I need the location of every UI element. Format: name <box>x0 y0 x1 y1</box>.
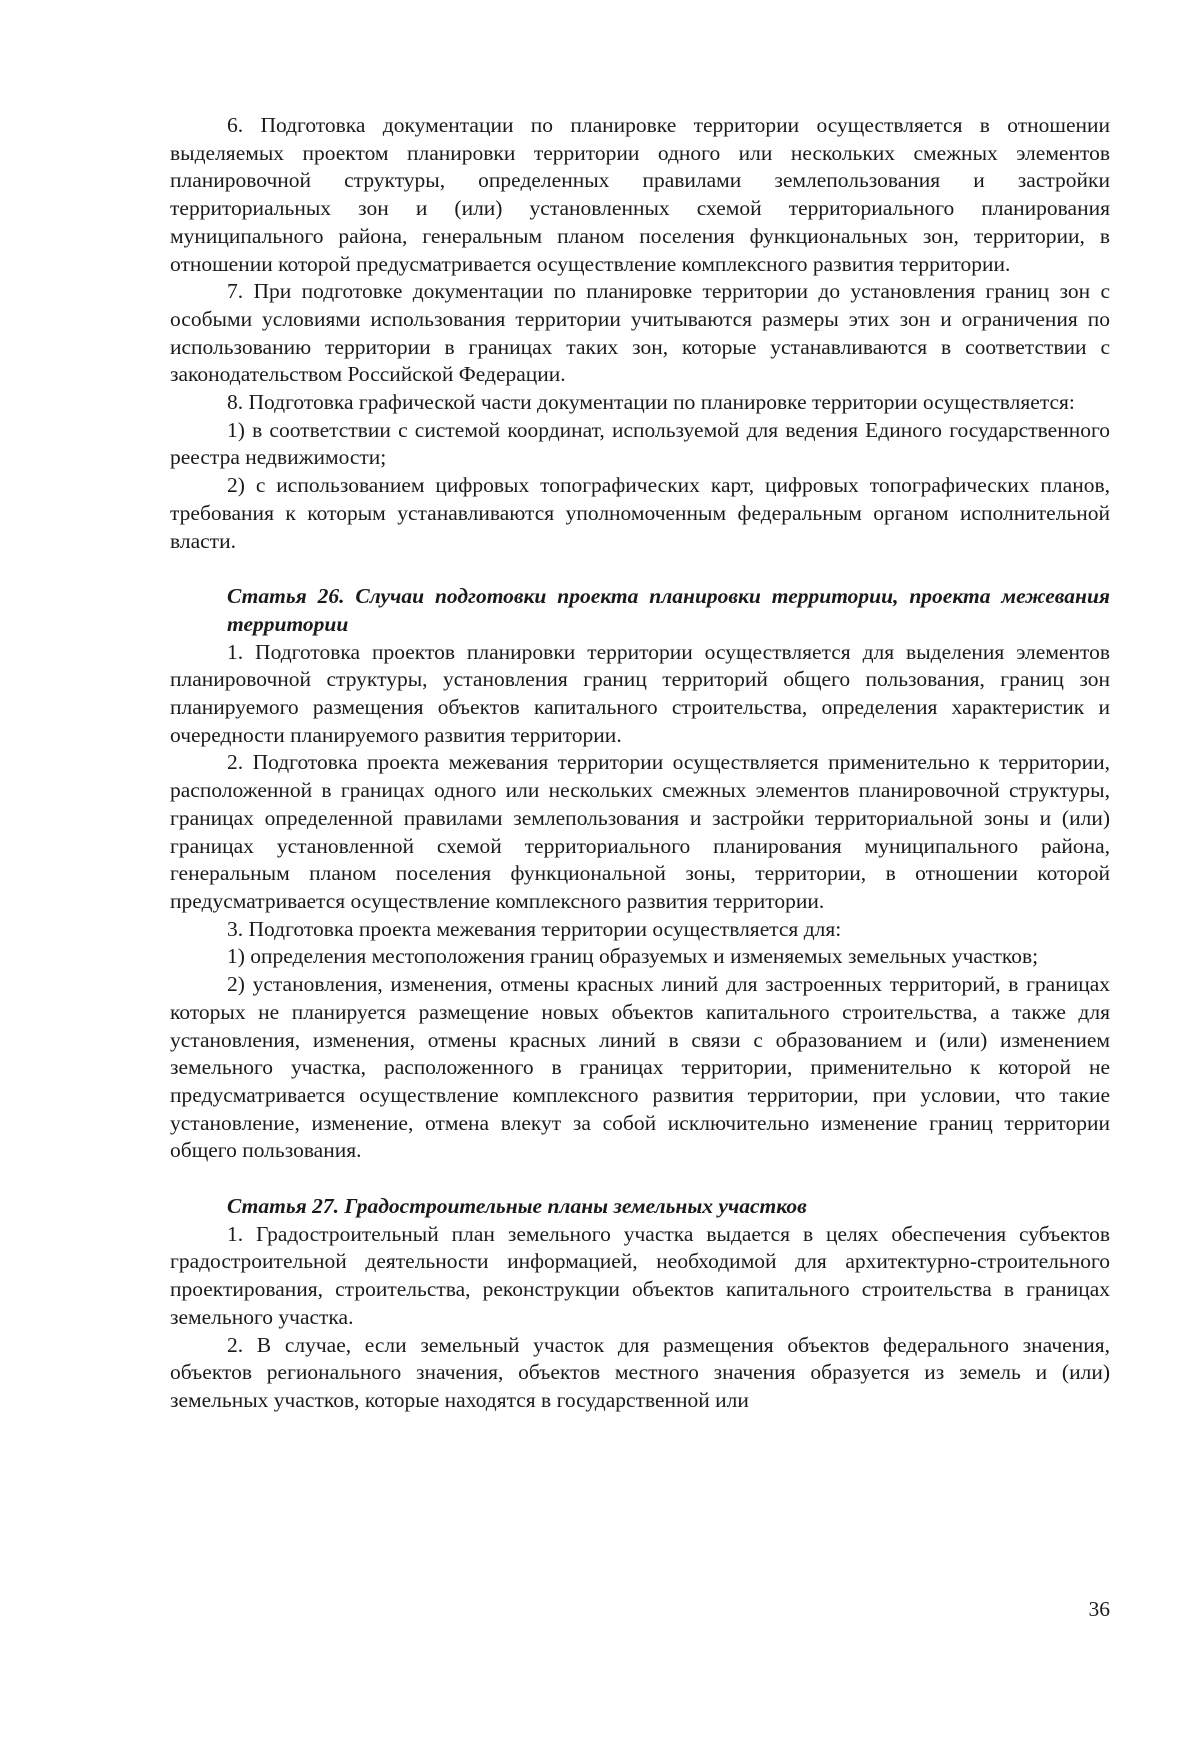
paragraph-8: 8. Подготовка графической части документации по планировке территории осуществляется: <box>227 390 1075 415</box>
article-26-paragraph-3-item-2: 2) установления, изменения, отмены красных линий для застроенных территорий, в границах которых не планируется размещение новых объектов капитального строительства, а также для установления, изменения, отмены красных линий в связи с образованием и (или) изменением земельного участка, расположенного в границах территории, применительно к которой не предусматривается осуществление комплексного развития территории, при условии, что такие установление, изменение, отмена влекут за собой исключительно изменение границ территории общего пользования. <box>170 972 1110 1163</box>
article-26-heading: Статья 26. Случаи подготовки проекта планировки территории, проекта межевания территории <box>227 584 1110 636</box>
article-27-paragraph-1: 1. Градостроительный план земельного участка выдается в целях обеспечения субъектов градостроительной деятельности информацией, необходимой для архитектурно-строительного проектирования, строительства, реконструкции объектов капитального строительства в границах земельного участка. <box>170 1221 1110 1329</box>
article-27-paragraph-2: 2. В случае, если земельный участок для размещения объектов федерального значения, объектов регионального значения, объектов местного значения образуется из земель и (или) земельных участков, которые находятся в государственной или <box>170 1332 1110 1412</box>
page-number: 36 <box>1088 1597 1110 1621</box>
paragraph-7: 7. При подготовке документации по планировке территории до установления границ зон с особыми условиями использования территории учитываются размеры этих зон и ограничения по использованию территории в границах таких зон, которые устанавливаются в соответствии с законодательством Российской Федерации. <box>170 279 1110 387</box>
paragraph-8-item-2: 2) с использованием цифровых топографических карт, цифровых топографических планов, требования к которым устанавливаются уполномоченным федеральным органом исполнительной власти. <box>170 473 1110 553</box>
paragraph-8-item-1: 1) в соответствии с системой координат, используемой для ведения Единого государственного реестра недвижимости; <box>170 417 1110 470</box>
article-26-paragraph-2: 2. Подготовка проекта межевания территории осуществляется применительно к территории, расположенной в границах одного или нескольких смежных элементов планировочной структуры, границах определенной правилами землепользования и застройки территориальной зоны и (или) границах установленной схемой территориального планирования муниципального района, генеральным планом поселения функциональной зоны, территории, в отношении которой предусматривается осуществление комплексного развития территории. <box>170 750 1110 913</box>
article-26-paragraph-3: 3. Подготовка проекта межевания территории осуществляется для: <box>227 916 842 941</box>
article-26-paragraph-1: 1. Подготовка проектов планировки территории осуществляется для выделения элементов планировочной структуры, установления границ территорий общего пользования, границ зон планируемого размещения объектов капитального строительства, определения характеристик и очередности планируемого развития территории. <box>170 639 1110 747</box>
document-page <box>170 112 1110 1415</box>
article-27-heading: Статья 27. Градостроительные планы земельных участков <box>227 1194 807 1219</box>
section-gap <box>170 1165 1110 1193</box>
article-26-paragraph-3-item-1: 1) определения местоположения границ образуемых и изменяемых земельных участков; <box>227 944 1039 969</box>
section-gap <box>170 555 1110 583</box>
paragraph-6: 6. Подготовка документации по планировке территории осуществляется в отношении выделяемых проектом планировки территории одного или нескольких смежных элементов планировочной структуры, определенных правилами землепользования и застройки территориальных зон и (или) установленных схемой территориального планирования муниципального района, генеральным планом поселения функциональных зон, территории, в отношении которой предусматривается осуществление комплексного развития территории. <box>170 113 1110 276</box>
